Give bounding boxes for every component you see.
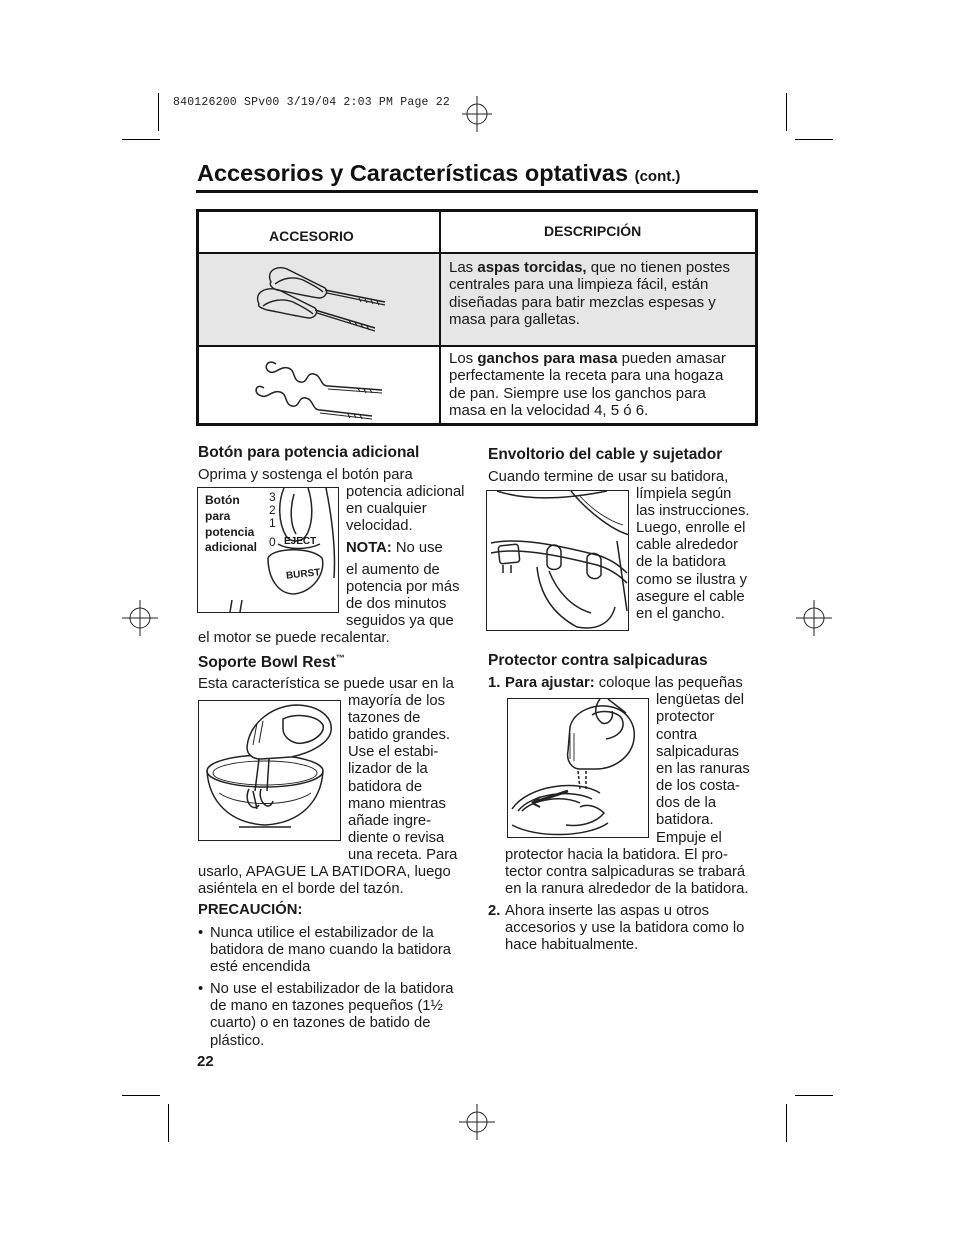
caution-item-line: No use el estabilizador de la batidora <box>210 981 454 997</box>
title-rule <box>196 190 758 193</box>
bowl-rest-text-line: batidora de <box>348 779 423 795</box>
column-header-description: DESCRIPCIÓN <box>544 223 642 239</box>
eject-label: EJECT <box>284 536 317 547</box>
splatter-step1-line: en la ranura alrededor de la batidora. <box>505 881 749 897</box>
row-divider <box>199 252 755 254</box>
burst-button-figure <box>197 487 339 613</box>
row-divider <box>199 345 755 347</box>
splatter-step1-line: en las ranuras <box>656 761 750 777</box>
crop-mark-tl-horizontal <box>122 139 160 140</box>
caution-item-line: esté encendida <box>210 959 311 975</box>
cord-text-line: cable alrededor <box>636 537 739 553</box>
burst-text-line: de dos minutos <box>346 596 447 612</box>
burst-text-line: en cualquier <box>346 501 427 517</box>
bowl-rest-text-line: Use el estabi- <box>348 744 439 760</box>
crop-mark-br-horizontal <box>795 1095 833 1096</box>
bowl-rest-text-line: batido grandes. <box>348 727 451 743</box>
dough-hooks-icon <box>254 354 394 420</box>
cord-text-line: como se ilustra y <box>636 572 748 588</box>
splatter-step1-line: Empuje el <box>656 830 722 846</box>
burst-button-label: BURST <box>285 567 321 582</box>
cord-text-line: límpiela según <box>636 486 732 502</box>
description-beaters <box>449 259 749 328</box>
desc-line: masa para galletas. <box>449 310 580 328</box>
section-heading-burst: Botón para potencia adicional <box>198 444 420 461</box>
desc-line: diseñadas para batir mezclas espesas y <box>449 293 716 311</box>
burst-text-line: velocidad. <box>346 518 413 534</box>
splatter-step1-line: batidora. <box>656 812 714 828</box>
splatter-step1-line: protector <box>656 709 715 725</box>
crop-mark-tr-horizontal <box>795 139 833 140</box>
twisted-beaters-icon <box>249 262 399 340</box>
step-number: 2. <box>488 903 501 919</box>
caution-bullet-icon: • <box>198 925 204 941</box>
bowl-rest-text-line: Esta característica se puede usar en la <box>198 676 454 692</box>
burst-note-line: NOTA: No use <box>346 540 443 556</box>
splatter-step1-line: tector contra salpicaduras se trabará <box>505 864 746 880</box>
mixer-handle-icon <box>198 488 339 613</box>
cord-text-line: en el gancho. <box>636 606 725 622</box>
desc-line: de pan. Siempre use los ganchos para <box>449 384 706 402</box>
bowl-rest-text-line: diente o revisa <box>348 830 445 846</box>
burst-text-line: potencia por más <box>346 579 460 595</box>
crop-mark-tl-vertical <box>158 93 159 131</box>
caution-item-line: plástico. <box>210 1033 265 1049</box>
caution-heading: PRECAUCIÓN: <box>198 902 303 918</box>
burst-text-line: el aumento de <box>346 562 440 578</box>
burst-figure-label: Botón para potencia adicional <box>205 493 258 555</box>
page-number: 22 <box>197 1053 214 1070</box>
accessories-table <box>196 209 758 426</box>
cord-text-line: las instrucciones. <box>636 503 750 519</box>
desc-line: masa en la velocidad 4, 5 ó 6. <box>449 401 649 419</box>
bowl-rest-text-line: mano mientras <box>348 796 446 812</box>
desc-line: centrales para una limpieza fácil, están <box>449 276 709 294</box>
bowl-rest-text-line: mayoría de los <box>348 693 446 709</box>
splatter-step1-line: protector hacia la batidora. El pro- <box>505 847 728 863</box>
bowl-rest-text-line: añade ingre- <box>348 813 432 829</box>
cord-wrap-figure <box>486 490 629 631</box>
registration-mark-right-icon <box>796 600 832 636</box>
cord-text-line: de la batidora <box>636 554 726 570</box>
splatter-guard-figure <box>507 698 649 838</box>
crop-mark-bl-horizontal <box>122 1095 160 1096</box>
column-header-accessory: ACCESORIO <box>269 228 354 244</box>
splatter-step1-line: de los costa- <box>656 778 740 794</box>
splatter-guard-icon <box>508 699 649 838</box>
burst-text-line: seguidos ya que <box>346 613 454 629</box>
crop-mark-bl-vertical <box>168 1104 169 1142</box>
cord-text-line: Cuando termine de usar su batidora, <box>488 469 729 485</box>
crop-mark-tr-vertical <box>786 93 787 131</box>
desc-line: Los ganchos para masa pueden amasar <box>449 350 726 367</box>
description-dough-hooks <box>449 350 749 419</box>
section-heading-splatter: Protector contra salpicaduras <box>488 652 708 669</box>
caution-item-line: cuarto) o en tazones de batido de <box>210 1015 431 1031</box>
splatter-step1-line: salpicaduras <box>656 744 740 760</box>
splatter-step1-line: Para ajustar: coloque las pequeñas <box>505 675 743 691</box>
cord-text-line: asegure el cable <box>636 589 745 605</box>
caution-item-line: Nunca utilice el estabilizador de la <box>210 925 434 941</box>
caution-bullet-icon: • <box>198 981 204 997</box>
speed-numbers: 3 2 1 0 <box>269 490 276 549</box>
print-slug: 840126200 SPv00 3/19/04 2:03 PM Page 22 <box>173 96 450 109</box>
registration-mark-left-icon <box>122 600 158 636</box>
splatter-step2-line: accesorios y use la batidora como lo <box>505 920 745 936</box>
step-number: 1. <box>488 675 501 691</box>
page-title <box>197 160 680 187</box>
page-title-main: Accesorios y Características optativas <box>197 160 629 186</box>
bowl-rest-text-line: usarlo, APAGUE LA BATIDORA, luego <box>198 864 451 880</box>
bowl-rest-text-line: una receta. Para <box>348 847 458 863</box>
burst-text-line: el motor se puede recalentar. <box>198 630 390 646</box>
bowl-rest-text-line: asiéntela en el borde del tazón. <box>198 881 404 897</box>
column-divider <box>439 212 441 423</box>
bowl-rest-figure <box>198 700 341 841</box>
caution-item-line: batidora de mano cuando la batidora <box>210 942 452 958</box>
splatter-step1-line: dos de la <box>656 795 717 811</box>
section-heading-bowl-rest: Soporte Bowl Rest™ <box>198 653 345 672</box>
desc-line: perfectamente la receta para una hogaza <box>449 367 724 385</box>
splatter-step2-line: hace habitualmente. <box>505 937 639 953</box>
cord-wrap-icon <box>487 491 629 631</box>
splatter-step2-line: Ahora inserte las aspas u otros <box>505 903 709 919</box>
burst-text-line: Oprima y sostenga el botón para <box>198 467 413 483</box>
page-title-cont: (cont.) <box>634 168 681 185</box>
caution-item-line: de mano en tazones pequeños (1½ <box>210 998 443 1014</box>
registration-mark-bottom-icon <box>459 1104 495 1140</box>
crop-mark-br-vertical <box>786 1104 787 1142</box>
section-heading-cord: Envoltorio del cable y sujetador <box>488 446 723 463</box>
burst-text-line: potencia adicional <box>346 484 465 500</box>
bowl-rest-text-line: tazones de <box>348 710 421 726</box>
splatter-step1-line: lengüetas del <box>656 692 745 708</box>
registration-mark-top-icon <box>462 96 492 132</box>
cord-text-line: Luego, enrolle el <box>636 520 746 536</box>
mixer-on-bowl-icon <box>199 701 341 841</box>
bowl-rest-text-line: lizador de la <box>348 761 428 777</box>
splatter-step1-line: contra <box>656 727 698 743</box>
desc-line: Las aspas torcidas, que no tienen postes <box>449 259 731 276</box>
